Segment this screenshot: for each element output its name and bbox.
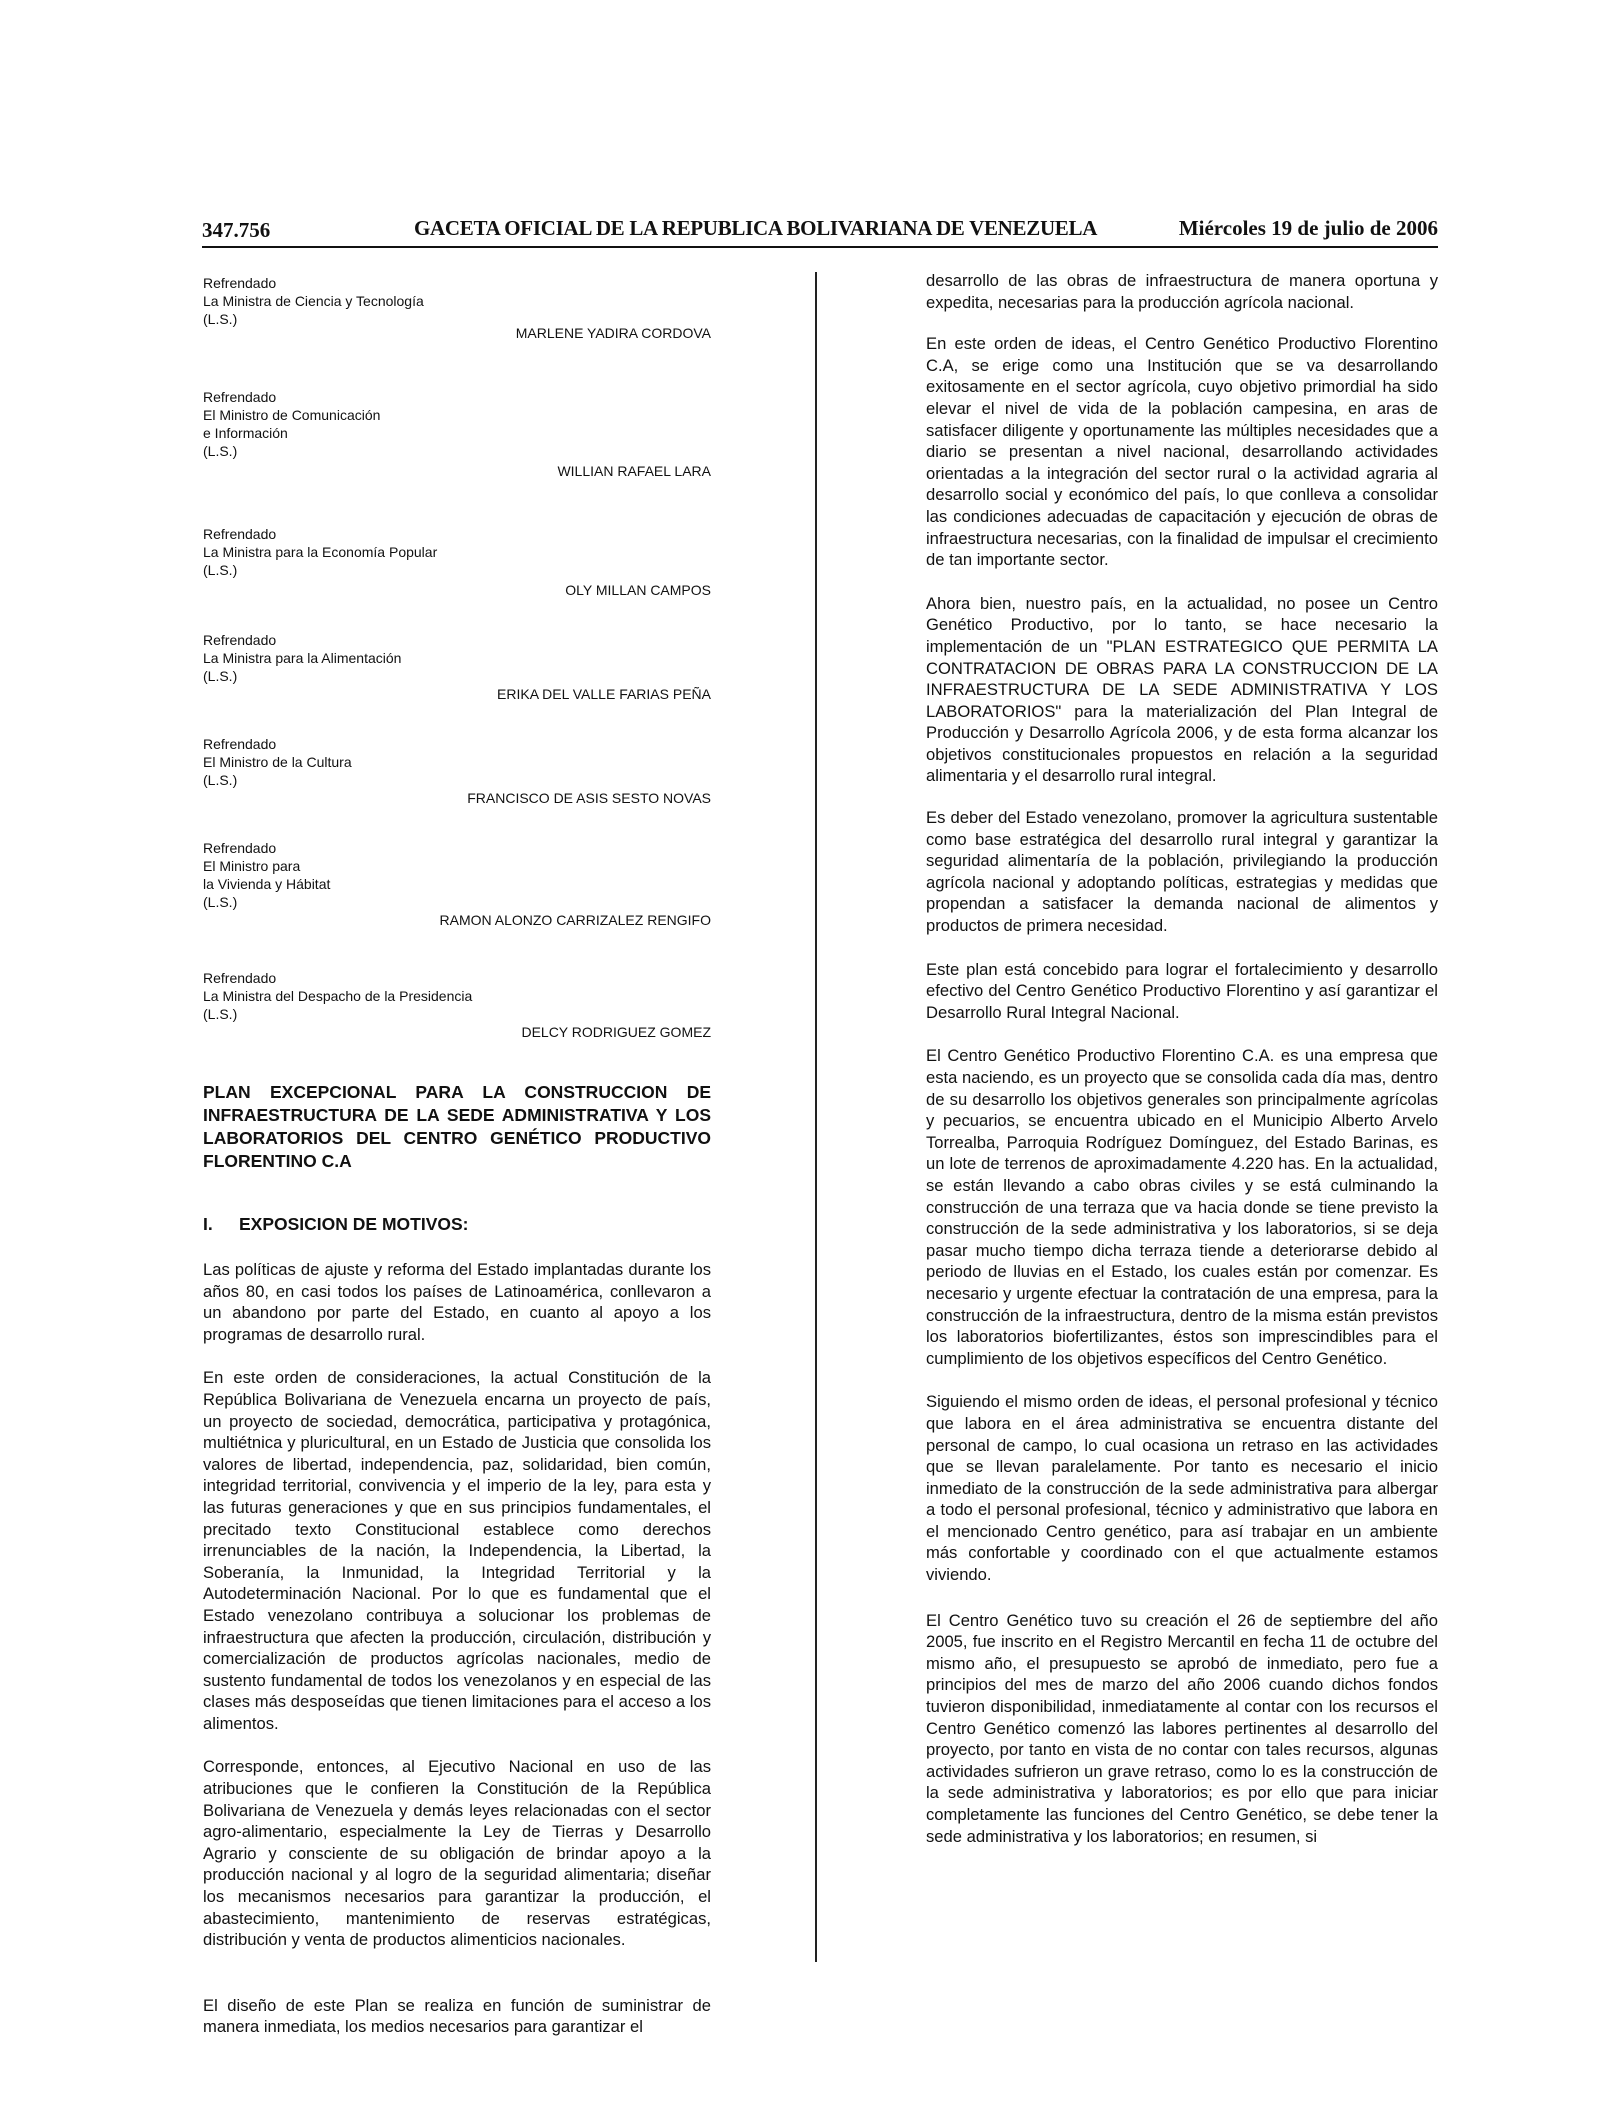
signature-block	[203, 388, 711, 480]
signatory-name: RAMON ALONZO CARRIZALEZ RENGIFO	[439, 912, 711, 928]
signatory-name: OLY MILLAN CAMPOS	[565, 582, 711, 598]
signature-block	[203, 631, 711, 703]
minister-title: El Ministro de la Cultura	[203, 754, 352, 770]
signature-block	[203, 839, 711, 929]
ls-mark: (L.S.)	[203, 772, 238, 788]
signatory-name: MARLENE YADIRA CORDOVA	[515, 325, 711, 341]
paragraph: El Centro Genético tuvo su creación el 26 de septiembre del año 2005, fue inscrito en el Registro Mercantil en fecha 11 de octubre del mismo año, el presupuesto se aprobó de inmediato, pero fue a principios del mes de marzo del año 2006 cuando dichos fondos tuvieron disponibilidad, inmediatamente al contar con los recursos el Centro Genético comenzó las labores pertinentes al desarrollo del proyecto, por tanto en vista de no contar con tales recursos, algunas actividades sufrieron un grave retraso, como lo es la construcción de la sede administrativa y laboratorios; es por ello que para iniciar completamente las funciones del Centro Genético, se debe tener la sede administrativa y los laboratorios; en resumen, si	[926, 1610, 1438, 1846]
ls-mark: (L.S.)	[203, 311, 238, 327]
left-column	[203, 274, 711, 2038]
paragraph: Ahora bien, nuestro país, en la actualidad, no posee un Centro Genético Productivo, por lo tanto, se hace necesario la implementación de un "PLAN ESTRATEGICO QUE PERMITA LA CONTRATACION DE OBRAS PARA LA CONSTRUCCION DE LA INFRAESTRUCTURA DE LA SEDE ADMINISTRATIVA Y LOS LABORATORIOS" para la materialización del Plan Integral de Producción y Desarrollo Agrícola 2006, y de esta forma alcanzar los objetivos constitucionales propuestos en relación a la seguridad alimentaria y el desarrollo rural integral.	[926, 593, 1438, 786]
refrendado-label: Refrendado	[203, 632, 277, 648]
paragraph: desarrollo de las obras de infraestructura de manera oportuna y expedita, necesarias para la producción agrícola nacional.	[926, 271, 1438, 312]
minister-title-cont: e Información	[203, 425, 288, 441]
page-number: 347.756	[202, 218, 271, 242]
paragraph: El Centro Genético Productivo Florentino C.A. es una empresa que esta naciendo, es un proyecto que se consolida cada día mas, dentro de su desarrollo los objetivos generales son principalmente agrícolas y pecuarios, se encuentra ubicado en el Municipio Alberto Arvelo Torrealba, Parroquia Rodríguez Domínguez, del Estado Barinas, es un lote de terrenos de aproximadamente 4.220 has. En la actualidad, se están llevando a cabo obras civiles y se está culminando la construcción de una terraza que va hacia donde se tiene previsto la construcción de la sede administrativa y los laboratorios, si se deja pasar mucho tiempo dicha terraza tiende a deteriorarse debido al periodo de lluvias en el Estado, los cuales están por comenzar. Es necesario y urgente efectuar la contratación de una empresa, para la construcción de la infraestructura, dentro de la misma están previstos los laboratorios biofertilizantes, éstos son imprescindibles para el cumplimiento de los objetivos específicos del Centro Genético.	[926, 1046, 1438, 1368]
signatory-name: ERIKA DEL VALLE FARIAS PEÑA	[497, 686, 711, 702]
ls-mark: (L.S.)	[203, 443, 238, 459]
paragraph: Las políticas de ajuste y reforma del Estado implantadas durante los años 80, en casi todos los países de Latinoamérica, conllevaron a un abandono por parte del Estado, en cuanto al apoyo a los programas de desarrollo rural.	[203, 1260, 711, 1344]
page-header	[202, 214, 1438, 246]
ls-mark: (L.S.)	[203, 562, 238, 578]
minister-title: La Ministra de Ciencia y Tecnología	[203, 293, 424, 309]
gazette-title: GACETA OFICIAL DE LA REPUBLICA BOLIVARIANA DE VENEZUELA	[414, 216, 1098, 240]
refrendado-label: Refrendado	[203, 736, 277, 752]
refrendado-label: Refrendado	[203, 970, 277, 986]
section-heading	[203, 1213, 711, 1235]
section-title: EXPOSICION DE MOTIVOS:	[239, 1214, 469, 1234]
paragraph: Este plan está concebido para lograr el fortalecimiento y desarrollo efectivo del Centro Genético Productivo Florentino y así garantizar el Desarrollo Rural Integral Nacional.	[926, 959, 1438, 1022]
paragraph: Corresponde, entonces, al Ejecutivo Nacional en uso de las atribuciones que le confieren la Constitución de la República Bolivariana de Venezuela y demás leyes relacionadas con el sector agro-alimentario, especialmente la Ley de Tierras y Desarrollo Agrario y consciente de su obligación de brindar apoyo a la producción nacional y al logro de la seguridad alimentaria; diseñar los mecanismos necesarios para garantizar la producción, el abastecimiento, mantenimiento de reservas estratégicas, distribución y venta de productos alimenticios nacionales.	[203, 1757, 711, 1950]
paragraph: En este orden de ideas, el Centro Genético Productivo Florentino C.A, se erige como una Institución que se va desarrollando exitosamente en el sector agrícola, cuyo objetivo primordial ha sido elevar el nivel de vida de la población campesina, en aras de satisfacer diligente y oportunamente las múltiples necesidades que a diario se presentan a nivel nacional, desarrollando actividades orientadas a la integración del sector rural o la actividad agraria al desarrollo social y económico del país, lo que conlleva a consolidar las condiciones adecuadas de capacitación y ejecución de obras de infraestructura necesarias, con la finalidad de impulsar el crecimiento de tan importante sector.	[926, 334, 1438, 570]
minister-title: La Ministra para la Economía Popular	[203, 544, 438, 560]
header-rule	[202, 246, 1438, 248]
issue-date: Miércoles 19 de julio de 2006	[1178, 216, 1438, 240]
signature-block	[203, 969, 711, 1041]
minister-title: La Ministra para la Alimentación	[203, 650, 402, 666]
section-number: I.	[203, 1214, 213, 1234]
paragraph: En este orden de consideraciones, la actual Constitución de la República Bolivariana de Venezuela encarna un proyecto de país, un proyecto de sociedad, democrática, participativa y protagónica, multiétnica y pluricultural, en un Estado de Justicia que consolida los valores de libertad, independencia, paz, solidaridad, bien común, integridad territorial, convivencia y el imperio de la ley, para esta y las futuras generaciones y que en sus principios fundamentales, el precitado texto Constitucional establece como derechos irrenunciables de la nación, la Independencia, la Libertad, la Soberanía, la Inmunidad, la Integridad Territorial y la Autodeterminación Nacional. Por lo que es fundamental que el Estado venezolano contribuya a solucionar los problemas de infraestructura que afecten la producción, circulación, distribución y comercialización de productos agrícolas nacionales, medio de sustento fundamental de todos los venezolanos y en especial de las clases más desposeídas que tienen limitaciones para el acceso a los alimentos.	[203, 1368, 711, 1733]
signatory-name: WILLIAN RAFAEL LARA	[557, 463, 711, 479]
refrendado-label: Refrendado	[203, 526, 277, 542]
right-column	[926, 270, 1438, 1847]
plan-title: PLAN EXCEPCIONAL PARA LA CONSTRUCCION DE INFRAESTRUCTURA DE LA SEDE ADMINISTRATIVA Y LOS LABORATORIOS DEL CENTRO GENÉTICO PRODUCTIVO FLORENTINO C.A	[203, 1082, 711, 1171]
refrendado-label: Refrendado	[203, 840, 277, 856]
column-divider	[815, 272, 817, 1962]
signature-block	[203, 525, 711, 599]
signature-block	[203, 735, 711, 807]
paragraph: Siguiendo el mismo orden de ideas, el personal profesional y técnico que labora en el área administrativa se encuentra distante del personal de campo, lo cual ocasiona un retraso en las actividades que se llevan paralelamente. Por tanto es necesario el inicio inmediato de la construcción de la sede administrativa para albergar a todo el personal profesional, técnico y administrativo que labora en el mencionado Centro genético, para así trabajar en un ambiente más confortable y coordinado con el que actualmente estamos viviendo.	[926, 1392, 1438, 1585]
minister-title-cont: la Vivienda y Hábitat	[203, 876, 331, 892]
signatory-name: DELCY RODRIGUEZ GOMEZ	[521, 1024, 711, 1040]
signatory-name: FRANCISCO DE ASIS SESTO NOVAS	[467, 790, 711, 806]
minister-title: El Ministro para	[203, 858, 301, 874]
paragraph: El diseño de este Plan se realiza en función de suministrar de manera inmediata, los medios necesarios para garantizar el	[203, 1995, 711, 2037]
signature-block	[203, 274, 711, 342]
refrendado-label: Refrendado	[203, 389, 277, 405]
minister-title: La Ministra del Despacho de la Presidencia	[203, 988, 473, 1004]
ls-mark: (L.S.)	[203, 668, 238, 684]
paragraph: Es deber del Estado venezolano, promover la agricultura sustentable como base estratégica del desarrollo rural integral y garantizar la seguridad alimentaría de la población, privilegiando la producción agrícola nacional y adoptando políticas, estrategias y medidas que propendan a satisfacer la demanda nacional de alimentos y productos de primera necesidad.	[926, 808, 1438, 936]
minister-title: El Ministro de Comunicación	[203, 407, 381, 423]
refrendado-label: Refrendado	[203, 275, 277, 291]
ls-mark: (L.S.)	[203, 1006, 238, 1022]
ls-mark: (L.S.)	[203, 894, 238, 910]
